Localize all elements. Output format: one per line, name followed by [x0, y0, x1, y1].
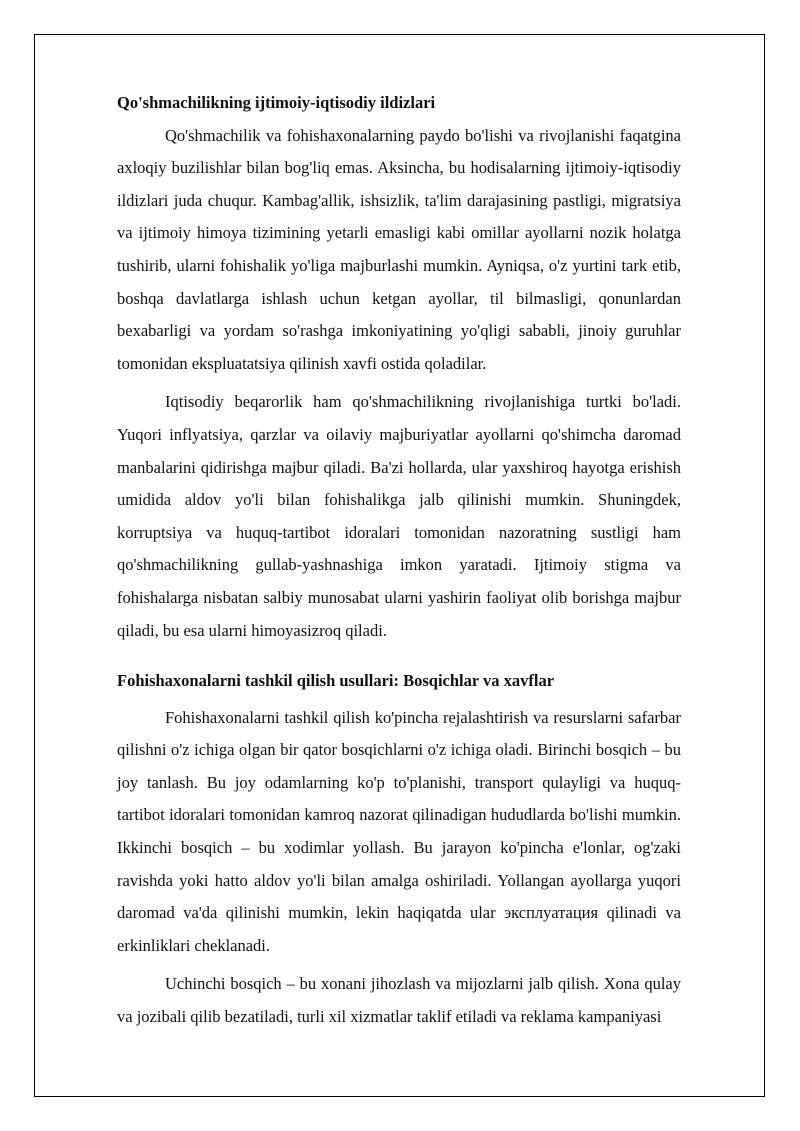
section-heading: Qo'shmachilikning ijtimoiy-iqtisodiy ildizlari — [117, 93, 436, 112]
document-body — [117, 87, 681, 1034]
paragraph: Fohishaxonalarni tashkil qilish ko'pincha rejalashtirish va resurslarni safarbar qilishni o'z ichiga olgan bir qator bosqichlarni o'z ichiga oladi. Birinchi bosqich – bu joy tanlash. Bu joy odamlarning ko'p to'planishi, transport qulayligi va huquq-tartibot idoralari tomonidan kamroq nazorat qilinadigan hududlarda bo'lishi mumkin. Ikkinchi bosqich – bu xodimlar yollash. Bu jarayon ko'pincha e'lonlar, og'zaki ravishda yoki hatto aldov yo'li bilan amalga oshiriladi. Yollangan ayollarga yuqori daromad va'da qilinishi mumkin, lekin haqiqatda ular эксплуатация qilinadi va erkinliklari cheklanadi. — [117, 707, 681, 955]
paragraph: Uchinchi bosqich – bu xonani jihozlash va mijozlarni jalb qilish. Xona qulay va jozibali qilib bezatiladi, turli xil xizmatlar taklif etiladi va reklama kampaniyasi — [117, 974, 681, 1027]
paragraph: Qo'shmachilik va fohishaxonalarning paydo bo'lishi va rivojlanishi faqatgina axloqiy buzilishlar bilan bog'liq emas. Aksincha, bu hodisalarning ijtimoiy-iqtisodiy ildizlari juda chuqur. Kambag'allik, ishsizlik, ta'lim darajasining pastligi, migratsiya va ijtimoiy himoya tizimining yetarli emasligi kabi omillar ayollarni nozik holatga tushirib, ularni fohishalik yo'liga majburlashi mumkin. Ayniqsa, o'z yurtini tark etib, boshqa davlatlarga ishlash uchun ketgan ayollar, til bilmasligi, qonunlardan bexabarligi va yordam so'rashga imkoniyatining yo'qligi sababli, jinoiy guruhlar tomonidan ekspluatatsiya qilinish xavfi ostida qoladilar. — [117, 125, 681, 373]
page-border — [34, 34, 765, 1097]
section-heading: Fohishaxonalarni tashkil qilish usullari: Bosqichlar va xavflar — [117, 671, 555, 691]
paragraph: Iqtisodiy beqarorlik ham qo'shmachilikning rivojlanishiga turtki bo'ladi. Yuqori inflyatsiya, qarzlar va oilaviy majburiyatlar ayollarni qo'shimcha daromad manbalarini qidirishga majbur qiladi. Ba'zi hollarda, ular yaxshiroq hayotga erishish umidida aldov yo'li bilan fohishalikga jalb qilinishi mumkin. Shuningdek, korruptsiya va huquq-tartibot idoralari tomonidan nazoratning sustligi ham qo'shmachilikning gullab-yashnashiga imkon yaratadi. Ijtimoiy stigma va fohishalarga nisbatan salbiy munosabat ularni yashirin faoliyat olib borishga majbur qiladi, bu esa ularni himoyasizroq qiladi. — [117, 392, 681, 640]
